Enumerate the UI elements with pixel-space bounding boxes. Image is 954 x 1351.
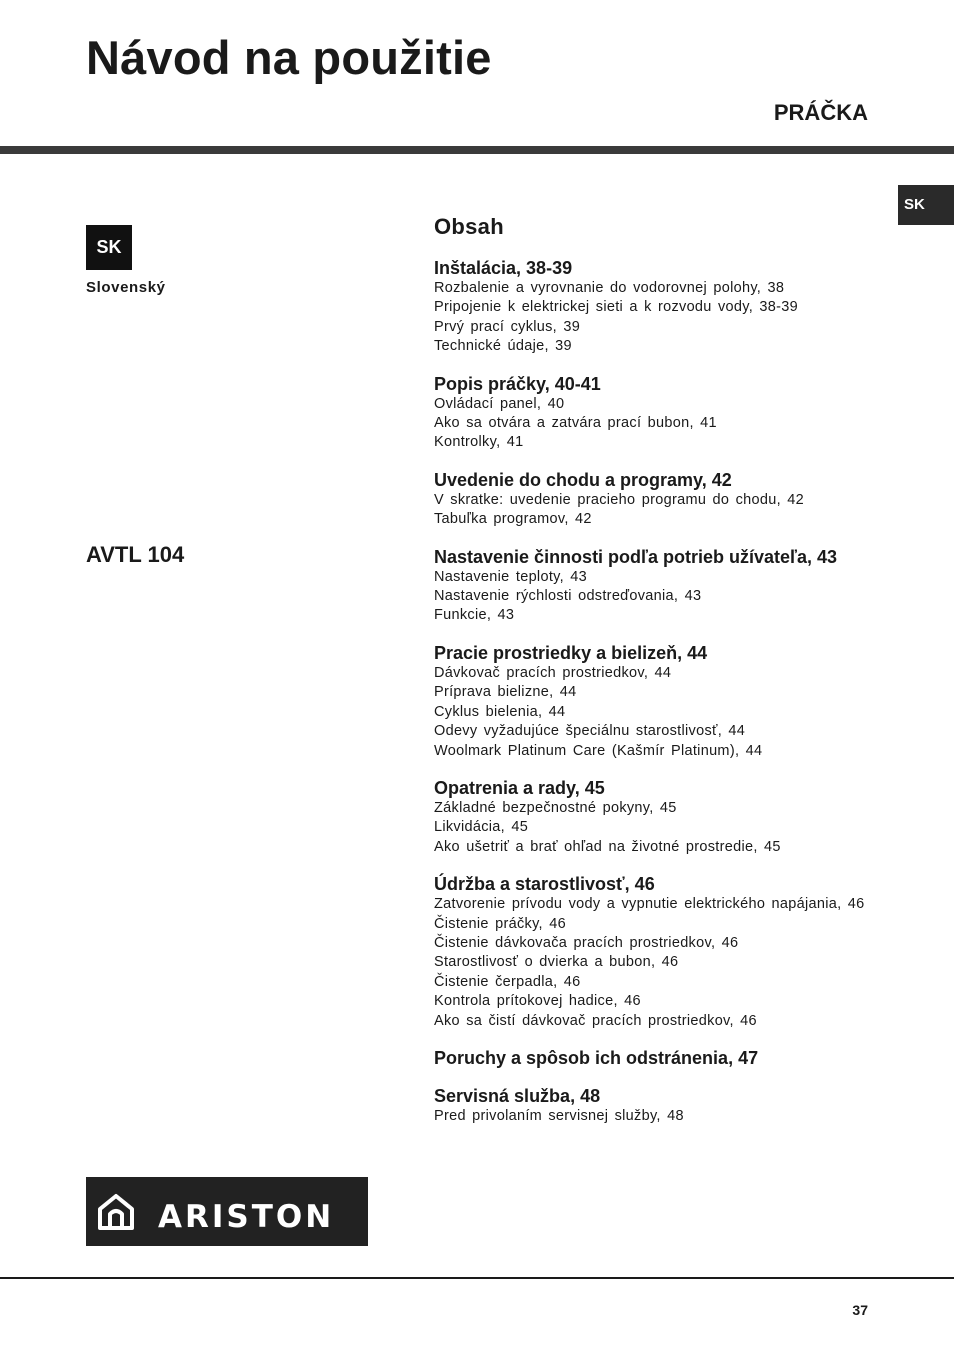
house-icon bbox=[96, 1193, 136, 1231]
toc-item: Prvý prací cyklus, 39 bbox=[434, 318, 581, 335]
toc-item: Kontrola prítokovej hadice, 46 bbox=[434, 993, 641, 1010]
page-title: Návod na použitie bbox=[86, 31, 492, 84]
toc-item: Tabuľka programov, 42 bbox=[434, 511, 592, 528]
toc-item: Čistenie dávkovača pracích prostriedkov, 46 bbox=[434, 934, 739, 951]
model-number: AVTL 104 bbox=[86, 542, 185, 567]
toc-item: Čistenie čerpadla, 46 bbox=[434, 973, 581, 990]
toc-item: Starostlivosť o dvierka a bubon, 46 bbox=[434, 954, 679, 971]
toc-item: Pripojenie k elektrickej sieti a k rozvodu vody, 38-39 bbox=[434, 299, 798, 316]
toc-item: Cyklus bielenia, 44 bbox=[434, 703, 566, 720]
toc-section-title: Nastavenie činnosti podľa potrieb užívateľa, 43 bbox=[434, 546, 837, 567]
toc-item: Rozbalenie a vyrovnanie do vodorovnej polohy, 38 bbox=[434, 280, 785, 296]
toc-item: Kontrolky, 41 bbox=[434, 434, 524, 451]
toc-section bbox=[434, 873, 934, 1031]
toc-section bbox=[434, 1047, 934, 1069]
toc-item: Nastavenie rýchlosti odstreďovania, 43 bbox=[434, 588, 702, 605]
toc-item: Pred privolaním servisnej služby, 48 bbox=[434, 1107, 684, 1124]
toc-item: V skratke: uvedenie pracieho programu do chodu, 42 bbox=[434, 491, 804, 508]
toc-item: Odevy vyžadujúce špeciálnu starostlivosť, 44 bbox=[434, 723, 746, 740]
toc-item: Základné bezpečnostné pokyny, 45 bbox=[434, 799, 677, 816]
brand-wordmark: ARISTON bbox=[158, 1199, 335, 1235]
language-name: Slovenský bbox=[86, 279, 166, 296]
toc-item: Príprava bielizne, 44 bbox=[434, 684, 577, 701]
toc-item: Funkcie, 43 bbox=[434, 607, 515, 624]
toc-section-title: Opatrenia a rady, 45 bbox=[434, 777, 605, 798]
toc-section-title: Popis práčky, 40-41 bbox=[434, 373, 601, 394]
ariston-logo bbox=[86, 1177, 368, 1246]
toc-item: Čistenie práčky, 46 bbox=[434, 915, 566, 932]
toc-section-title: Uvedenie do chodu a programy, 42 bbox=[434, 469, 732, 490]
page-number: 37 bbox=[852, 1302, 868, 1318]
toc-section bbox=[434, 1085, 934, 1126]
toc-item: Zatvorenie prívodu vody a vypnutie elektrického napájania, 46 bbox=[434, 896, 865, 913]
header-divider bbox=[0, 146, 954, 154]
product-type: PRÁČKA bbox=[773, 100, 868, 125]
toc-item: Ako sa otvára a zatvára prací bubon, 41 bbox=[434, 415, 717, 432]
toc-item: Technické údaje, 39 bbox=[434, 338, 572, 355]
toc-section bbox=[434, 469, 934, 530]
toc-section-title: Údržba a starostlivosť, 46 bbox=[434, 874, 655, 895]
footer-divider bbox=[0, 1277, 954, 1279]
toc-item: Nastavenie teploty, 43 bbox=[434, 568, 588, 585]
toc-section bbox=[434, 257, 934, 357]
table-of-contents bbox=[434, 213, 934, 1142]
toc-section bbox=[434, 777, 934, 857]
toc-section bbox=[434, 373, 934, 453]
toc-section bbox=[434, 642, 934, 761]
toc-heading: Obsah bbox=[434, 214, 504, 239]
toc-sections bbox=[434, 257, 934, 1126]
toc-section-title: Poruchy a spôsob ich odstránenia, 47 bbox=[434, 1047, 759, 1068]
toc-item: Ovládací panel, 40 bbox=[434, 395, 565, 412]
toc-section bbox=[434, 546, 934, 626]
toc-item: Dávkovač pracích prostriedkov, 44 bbox=[434, 664, 672, 681]
toc-item: Ako sa čistí dávkovač pracích prostriedkov, 46 bbox=[434, 1012, 757, 1029]
toc-item: Likvidácia, 45 bbox=[434, 819, 529, 836]
toc-section-title: Inštalácia, 38-39 bbox=[434, 258, 573, 278]
toc-section-title: Servisná služba, 48 bbox=[434, 1085, 601, 1106]
toc-item: Ako ušetriť a brať ohľad na životné prostredie, 45 bbox=[434, 838, 781, 855]
toc-item: Woolmark Platinum Care (Kašmír Platinum), 44 bbox=[434, 742, 763, 759]
language-side-tab: SK bbox=[898, 185, 954, 225]
toc-section-title: Pracie prostriedky a bielizeň, 44 bbox=[434, 642, 708, 663]
language-badge: SK bbox=[86, 225, 132, 270]
